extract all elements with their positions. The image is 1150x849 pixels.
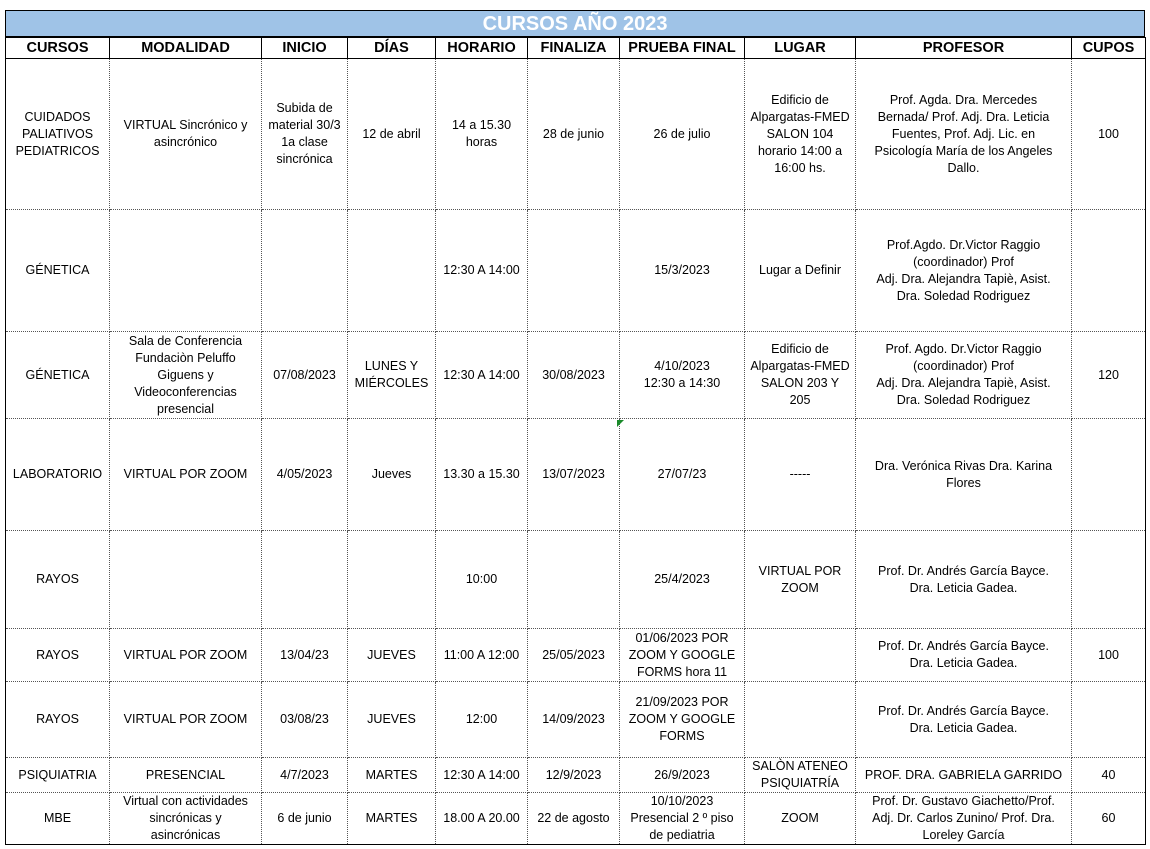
cell-inicio: Subida de material 30/3 1a clase sincrónica <box>262 59 348 210</box>
cell-inicio: 03/08/23 <box>262 682 348 758</box>
cell-lugar: ZOOM <box>745 793 856 845</box>
cell-curso: GÉNETICA <box>6 210 110 332</box>
cell-profesor: Prof. Agdo. Dr.Victor Raggio (coordinador) Prof Adj. Dra. Alejandra Tapiè, Asist. Dra. Soledad Rodriguez <box>856 332 1072 419</box>
cell-curso: PSIQUIATRIA <box>6 758 110 793</box>
table-row <box>6 210 1146 332</box>
cell-modalidad: PRESENCIAL <box>110 758 262 793</box>
cell-modalidad: VIRTUAL POR ZOOM <box>110 419 262 531</box>
cell-profesor: Prof.Agdo. Dr.Victor Raggio (coordinador) Prof Adj. Dra. Alejandra Tapiè, Asist. Dra. Soledad Rodriguez <box>856 210 1072 332</box>
cell-lugar: SALÒN ATENEO PSIQUIATRÍA <box>745 758 856 793</box>
cell-modalidad: VIRTUAL POR ZOOM <box>110 629 262 682</box>
cell-lugar: Edificio de Alpargatas-FMED SALON 203 Y 205 <box>745 332 856 419</box>
header-profesor: PROFESOR <box>856 38 1072 59</box>
cell-cupos: 60 <box>1072 793 1146 845</box>
cell-horario: 11:00 A 12:00 <box>436 629 528 682</box>
cell-lugar <box>745 629 856 682</box>
cell-finaliza: 30/08/2023 <box>528 332 620 419</box>
header-lugar: LUGAR <box>745 38 856 59</box>
cell-horario: 18.00 A 20.00 <box>436 793 528 845</box>
cell-modalidad <box>110 210 262 332</box>
cell-lugar: ----- <box>745 419 856 531</box>
cell-cupos <box>1072 682 1146 758</box>
cell-prueba-final: 4/10/2023 12:30 a 14:30 <box>620 332 745 419</box>
cell-dias: LUNES Y MIÉRCOLES <box>348 332 436 419</box>
cell-prueba-final: 26 de julio <box>620 59 745 210</box>
cell-dias <box>348 210 436 332</box>
courses-table <box>5 37 1146 845</box>
cell-prueba-final: 15/3/2023 <box>620 210 745 332</box>
cell-curso: CUIDADOS PALIATIVOS PEDIATRICOS <box>6 59 110 210</box>
cell-finaliza <box>528 210 620 332</box>
cell-lugar: Lugar a Definir <box>745 210 856 332</box>
table-row <box>6 531 1146 629</box>
cell-finaliza: 25/05/2023 <box>528 629 620 682</box>
cell-dias: Jueves <box>348 419 436 531</box>
cell-modalidad <box>110 531 262 629</box>
cell-curso: MBE <box>6 793 110 845</box>
cell-prueba-final: 10/10/2023 Presencial 2 º piso de pediatria <box>620 793 745 845</box>
cell-horario: 12:30 A 14:00 <box>436 758 528 793</box>
cell-inicio: 4/7/2023 <box>262 758 348 793</box>
cell-horario: 12:30 A 14:00 <box>436 210 528 332</box>
header-dias: DÍAS <box>348 38 436 59</box>
cell-lugar: VIRTUAL POR ZOOM <box>745 531 856 629</box>
cell-prueba-final: 21/09/2023 POR ZOOM Y GOOGLE FORMS <box>620 682 745 758</box>
cell-cupos: 100 <box>1072 59 1146 210</box>
cell-horario: 13.30 a 15.30 <box>436 419 528 531</box>
table-row <box>6 419 1146 531</box>
cell-modalidad: VIRTUAL Sincrónico y asincrónico <box>110 59 262 210</box>
cell-dias: 12 de abril <box>348 59 436 210</box>
header-cupos: CUPOS <box>1072 38 1146 59</box>
cell-finaliza: 22 de agosto <box>528 793 620 845</box>
cell-modalidad: Virtual con actividades sincrónicas y asincrónicas <box>110 793 262 845</box>
cell-cupos <box>1072 419 1146 531</box>
cell-curso: RAYOS <box>6 531 110 629</box>
cell-curso: LABORATORIO <box>6 419 110 531</box>
cell-modalidad: VIRTUAL POR ZOOM <box>110 682 262 758</box>
cell-cupos <box>1072 210 1146 332</box>
cell-comment-marker <box>617 420 624 427</box>
cell-cupos <box>1072 531 1146 629</box>
table-title: CURSOS AÑO 2023 <box>5 10 1145 37</box>
cell-profesor: Dra. Verónica Rivas Dra. Karina Flores <box>856 419 1072 531</box>
cell-horario: 12:30 A 14:00 <box>436 332 528 419</box>
table-row <box>6 332 1146 419</box>
cell-inicio: 07/08/2023 <box>262 332 348 419</box>
cell-dias <box>348 531 436 629</box>
table-row <box>6 682 1146 758</box>
cell-lugar <box>745 682 856 758</box>
header-horario: HORARIO <box>436 38 528 59</box>
cell-profesor: Prof. Agda. Dra. Mercedes Bernada/ Prof. Adj. Dra. Leticia Fuentes, Prof. Adj. Lic. en Psicología María de los Angeles Dallo. <box>856 59 1072 210</box>
header-row <box>6 38 1146 59</box>
cell-finaliza: 12/9/2023 <box>528 758 620 793</box>
cell-lugar: Edificio de Alpargatas-FMED SALON 104 horario 14:00 a 16:00 hs. <box>745 59 856 210</box>
cell-prueba-final: 25/4/2023 <box>620 531 745 629</box>
cell-horario: 12:00 <box>436 682 528 758</box>
cell-curso: RAYOS <box>6 682 110 758</box>
cell-profesor: Prof. Dr. Andrés García Bayce. Dra. Leticia Gadea. <box>856 682 1072 758</box>
header-prueba-final: PRUEBA FINAL <box>620 38 745 59</box>
cell-finaliza: 14/09/2023 <box>528 682 620 758</box>
cell-finaliza: 28 de junio <box>528 59 620 210</box>
cell-inicio: 4/05/2023 <box>262 419 348 531</box>
cell-dias: MARTES <box>348 758 436 793</box>
cell-prueba-final: 27/07/23 <box>620 419 745 531</box>
cell-horario: 14 a 15.30 horas <box>436 59 528 210</box>
cell-prueba-final: 26/9/2023 <box>620 758 745 793</box>
cell-cupos: 120 <box>1072 332 1146 419</box>
cell-profesor: Prof. Dr. Gustavo Giachetto/Prof. Adj. Dr. Carlos Zunino/ Prof. Dra. Loreley García <box>856 793 1072 845</box>
cell-inicio: 13/04/23 <box>262 629 348 682</box>
cell-prueba-final: 01/06/2023 POR ZOOM Y GOOGLE FORMS hora 11 <box>620 629 745 682</box>
table-row <box>6 793 1146 845</box>
table-row <box>6 758 1146 793</box>
cell-cupos: 100 <box>1072 629 1146 682</box>
cell-dias: JUEVES <box>348 629 436 682</box>
cell-finaliza <box>528 531 620 629</box>
cell-cupos: 40 <box>1072 758 1146 793</box>
cell-curso: RAYOS <box>6 629 110 682</box>
cell-inicio <box>262 531 348 629</box>
header-modalidad: MODALIDAD <box>110 38 262 59</box>
cell-dias: MARTES <box>348 793 436 845</box>
cell-finaliza: 13/07/2023 <box>528 419 620 531</box>
cell-profesor: Prof. Dr. Andrés García Bayce. Dra. Leticia Gadea. <box>856 629 1072 682</box>
table-row <box>6 629 1146 682</box>
cell-curso: GÉNETICA <box>6 332 110 419</box>
cell-profesor: Prof. Dr. Andrés García Bayce. Dra. Leticia Gadea. <box>856 531 1072 629</box>
cell-inicio <box>262 210 348 332</box>
header-inicio: INICIO <box>262 38 348 59</box>
table-row <box>6 59 1146 210</box>
cell-horario: 10:00 <box>436 531 528 629</box>
cell-inicio: 6 de junio <box>262 793 348 845</box>
cell-dias: JUEVES <box>348 682 436 758</box>
header-finaliza: FINALIZA <box>528 38 620 59</box>
cell-profesor: PROF. DRA. GABRIELA GARRIDO <box>856 758 1072 793</box>
cell-modalidad: Sala de Conferencia Fundaciòn Peluffo Giguens y Videoconferencias presencial <box>110 332 262 419</box>
header-cursos: CURSOS <box>6 38 110 59</box>
